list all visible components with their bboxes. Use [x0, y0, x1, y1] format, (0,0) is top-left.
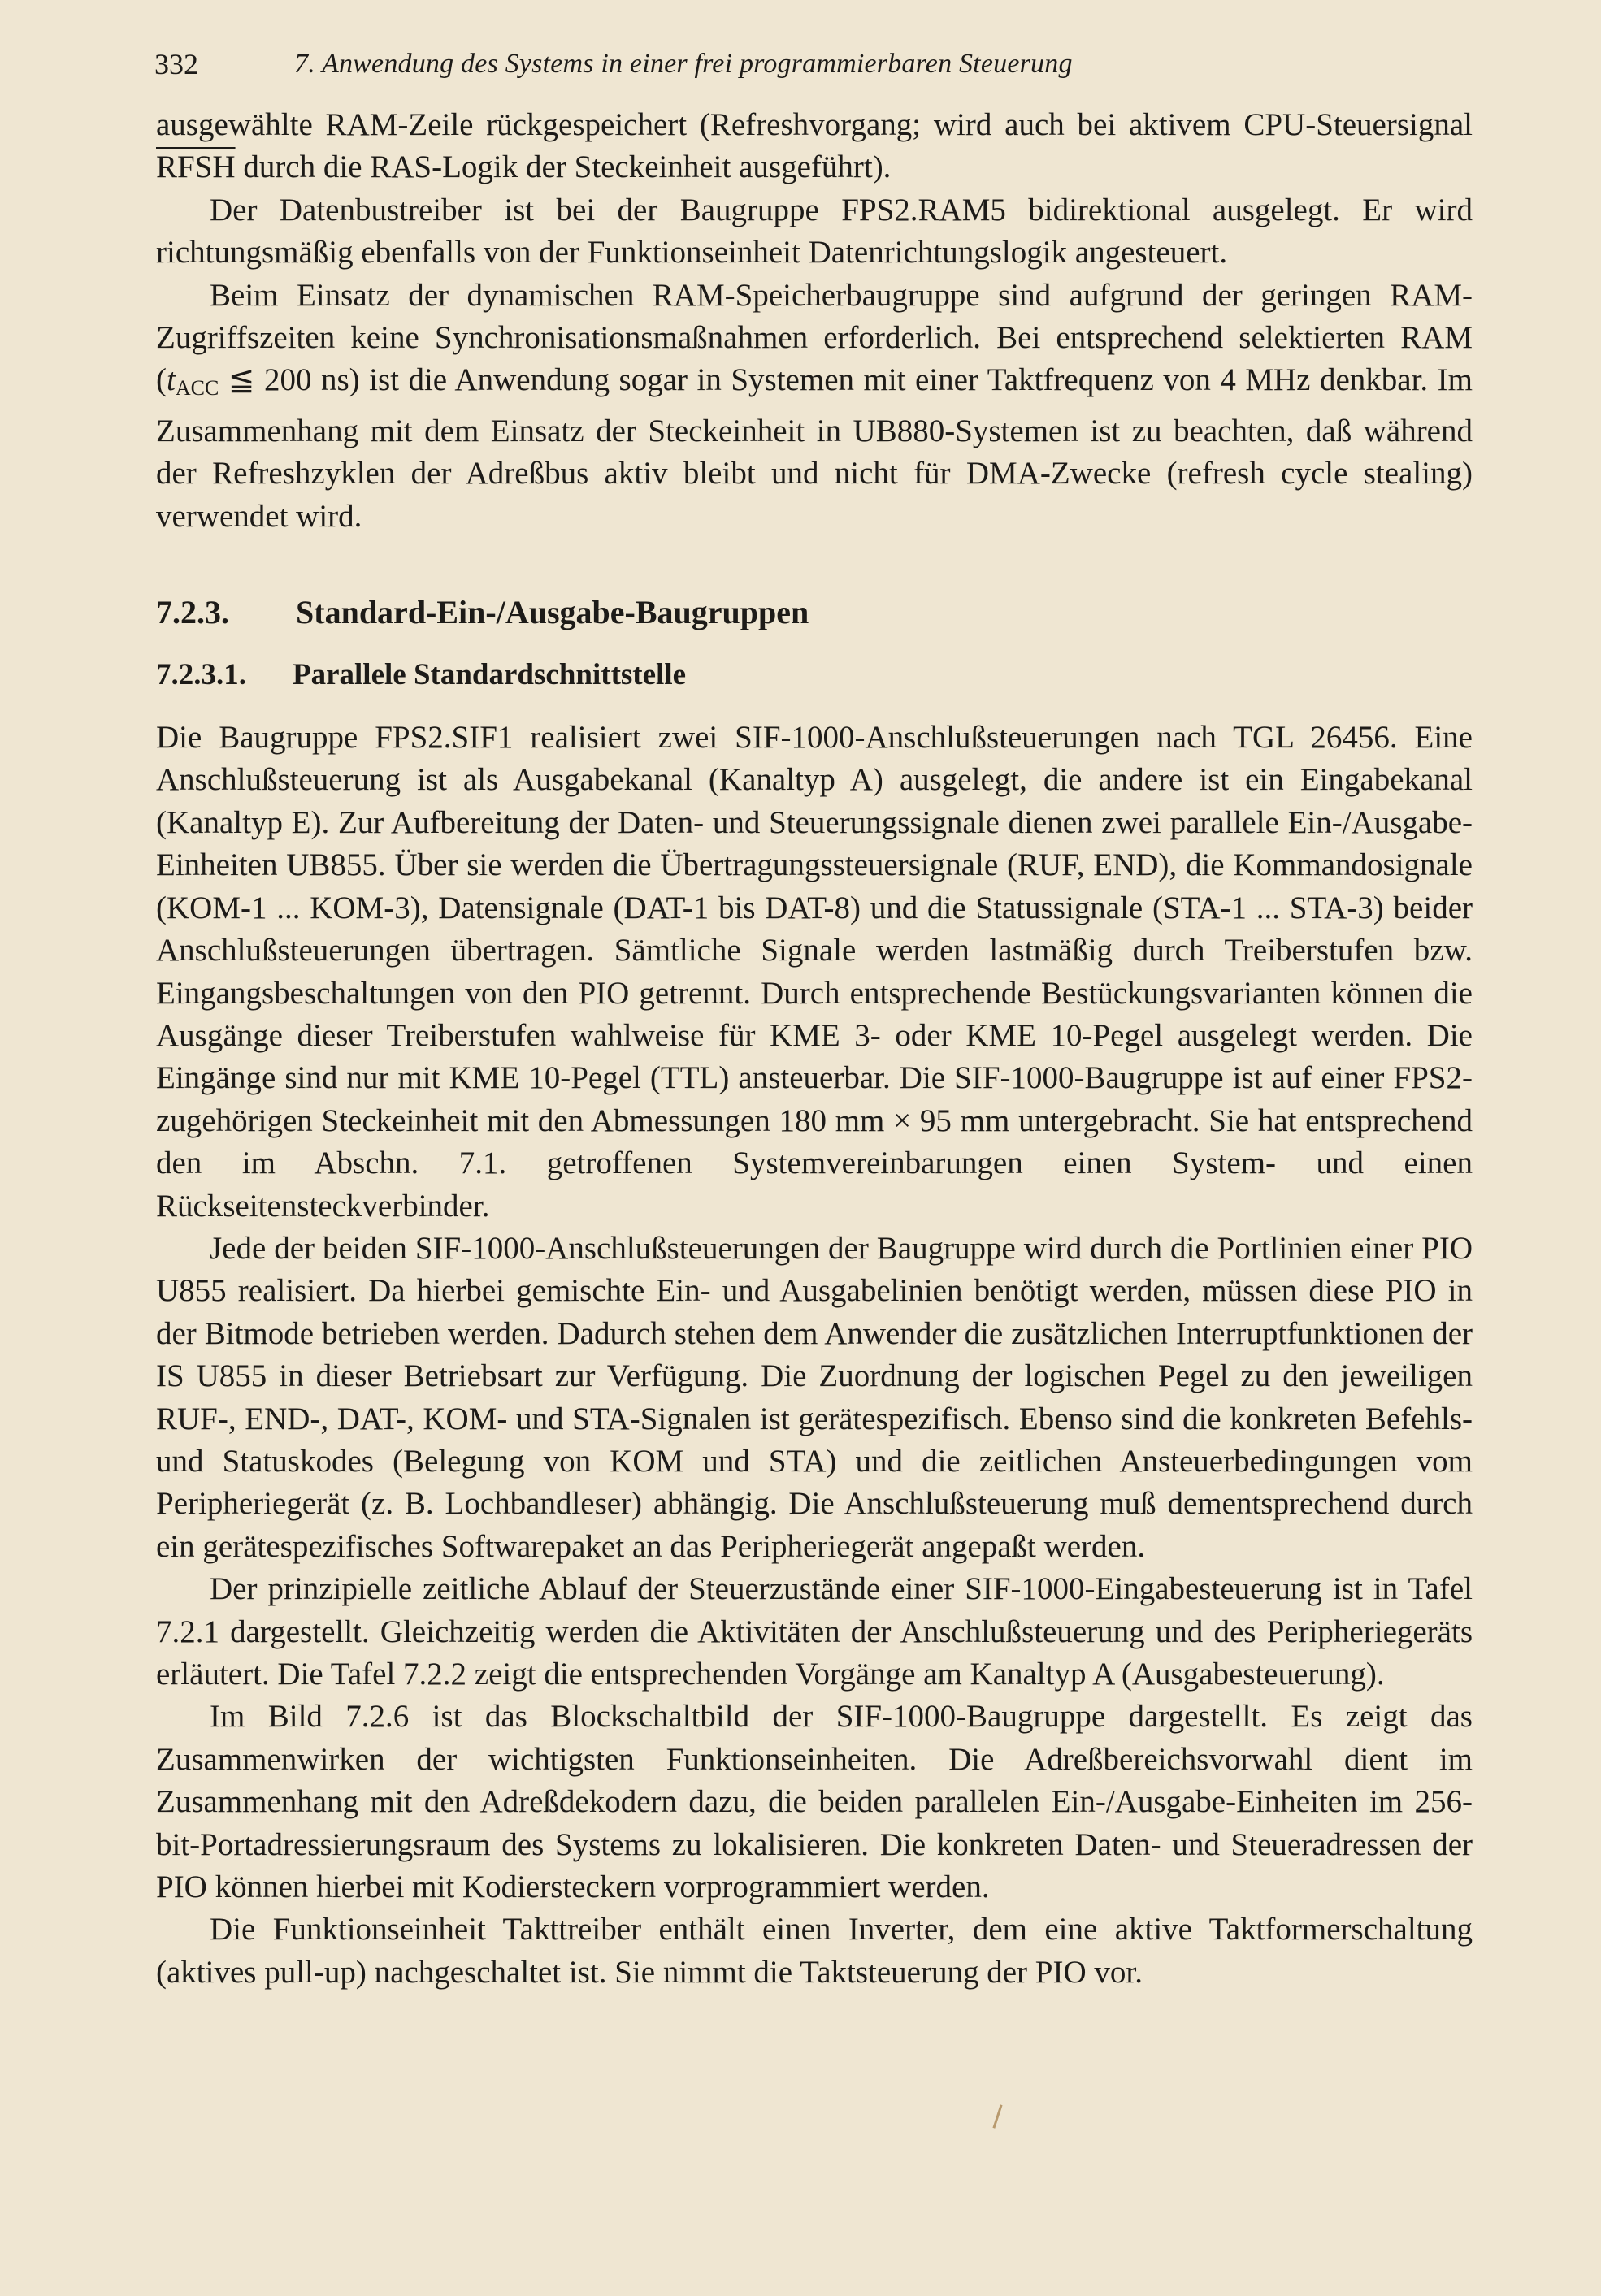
rfsh-signal: RFSH [156, 149, 236, 185]
page-body [156, 104, 1473, 1994]
pencil-mark [992, 2104, 1002, 2128]
paragraph-sif3: Der prinzipielle zeitliche Ablauf der Steuerzustände einer SIF-1000-Eingabesteuerung ist in Tafel 7.2.1 dargestellt. Gleichzeitig werden die Aktivitäten der Anschlußsteuerung und des Peripheriegeräts erläutert. Die Tafel 7.2.2 zeigt die entsprechenden Vorgänge am Kanaltyp A (Ausgabesteuerung). [156, 1571, 1473, 1692]
section-title: Standard-Ein-/Ausgabe-Baugruppen [296, 594, 809, 631]
paragraph-sif1: Die Baugruppe FPS2.SIF1 realisiert zwei SIF-1000-Anschlußsteuerungen nach TGL 26456. Eine Anschlußsteuerung ist als Ausgabekanal (Kanaltyp A) ausgelegt, die andere ist ein Eingabekanal (Kanaltyp E). Zur Aufbereitung der Daten- und Steuerungssignale dienen zwei parallele Ein-/Ausgabe-Einheiten UB855. Über sie werden die Übertragungssteuersignale (RUF, END), die Kommandosignale (KOM-1 ... KOM-3), Datensignale (DAT-1 bis DAT-8) und die Statussignale (STA-1 ... STA-3) beider Anschlußsteuerungen übertragen. Sämtliche Signale werden lastmäßig durch Treiberstufen bzw. Eingangsbeschaltungen von den PIO getrennt. Durch entsprechende Bestückungsvarianten können die Ausgänge dieser Treiberstufen wahlweise für KME 3- oder KME 10-Pegel ausgelegt werden. Die Eingänge sind nur mit KME 10-Pegel (TTL) ansteuerbar. Die SIF-1000-Baugruppe ist auf einer FPS2-zugehörigen Steckeinheit mit den Abmessungen 180 mm × 95 mm untergebracht. Sie hat entsprechend den im Abschn. 7.1. getroffenen Systemvereinbarungen einen System- und einen Rückseitensteckverbinder. [156, 720, 1473, 1224]
page-header [154, 47, 1487, 86]
text-run: ≦ 200 ns) ist die Anwendung sogar in Systemen mit einer Taktfrequenz von 4 MHz denkbar. Im Zusammenhang mit dem Einsatz der Steckeinheit in UB880-Systemen ist zu beachten, daß während der Refreshzyklen der Adreßbus aktiv bleibt und nicht für DMA-Zwecke (refresh cycle stealing) verwendet wird. [156, 362, 1473, 534]
section-heading [156, 591, 1473, 634]
paragraph-dram [156, 275, 1473, 538]
subsection-number: 7.2.3.1. [156, 658, 246, 692]
page-number: 332 [154, 48, 198, 80]
paragraph-sif2: Jede der beiden SIF-1000-Anschlußsteuerungen der Baugruppe wird durch die Portlinien einer PIO U855 realisiert. Da hierbei gemischte Ein- und Ausgabelinien benötigt werden, müssen diese PIO in der Bitmode betrieben werden. Dadurch stehen dem Anwender die zusätzlichen Interruptfunktionen der IS U855 in dieser Betriebsart zur Verfügung. Die Zuordnung der logischen Pegel zu den jeweiligen RUF-, END-, DAT-, KOM- und STA-Signalen ist gerätespezifisch. Ebenso sind die konkreten Befehls- und Statuskodes (Belegung von KOM und STA) und die zeitlichen Ansteuerbedingungen vom Peripheriegerät (z. B. Lochbandleser) abhängig. Die Anschlußsteuerung muß dementsprechend durch ein gerätespezifisches Softwarepaket an das Peripheriegerät angepaßt werden. [156, 1230, 1473, 1564]
running-title: 7. Anwendung des Systems in einer frei programmierbaren Steuerung [294, 49, 1073, 79]
paragraph-sif5: Die Funktionseinheit Takttreiber enthält einen Inverter, dem eine aktive Taktformerschaltung (aktives pull-up) nachgeschaltet ist. Sie nimmt die Taktsteuerung der PIO vor. [156, 1912, 1473, 1990]
subsection-title: Parallele Standardschnittstelle [293, 658, 687, 692]
text-run: Beim Einsatz der dynamischen RAM-Speicherbaugruppe sind aufgrund der geringen RAM-Zugriffszeiten keine Synchronisationsmaßnahmen erforderlich. Bei entsprechend selektierten RAM ( [156, 277, 1473, 398]
heading-gap [156, 695, 1473, 717]
tacc-symbol: t [167, 362, 176, 398]
section-number: 7.2.3. [156, 594, 229, 631]
text-run: durch die RAS-Logik der Steckeinheit ausgeführt). [235, 149, 892, 185]
subsection-heading [156, 655, 1473, 695]
paragraph-sif4: Im Bild 7.2.6 ist das Blockschaltbild der SIF-1000-Baugruppe dargestellt. Es zeigt das Zusammenwirken der wichtigsten Funktionseinheiten. Die Adreßbereichsvorwahl dient im Zusammenhang mit den Adreßdekodern dazu, die beiden parallelen Ein-/Ausgabe-Einheiten im 256-bit-Portadressierungsraum des Systems zu lokalisieren. Die konkreten Daten- und Steueradressen der PIO können hierbei mit Kodiersteckern vorprogrammiert werden. [156, 1699, 1473, 1905]
section-gap [156, 538, 1473, 591]
tacc-subscript: ACC [175, 376, 219, 401]
text-run: ausgewählte RAM-Zeile rückgespeichert (Refreshvorgang; wird auch bei aktivem CPU-Steuersignal [156, 107, 1473, 142]
paragraph-databus: Der Datenbustreiber ist bei der Baugruppe FPS2.RAM5 bidirektional ausgelegt. Er wird richtungsmäßig ebenfalls von der Funktionseinheit Datenrichtungslogik angesteuert. [156, 192, 1473, 271]
paragraph-refresh [156, 104, 1473, 189]
